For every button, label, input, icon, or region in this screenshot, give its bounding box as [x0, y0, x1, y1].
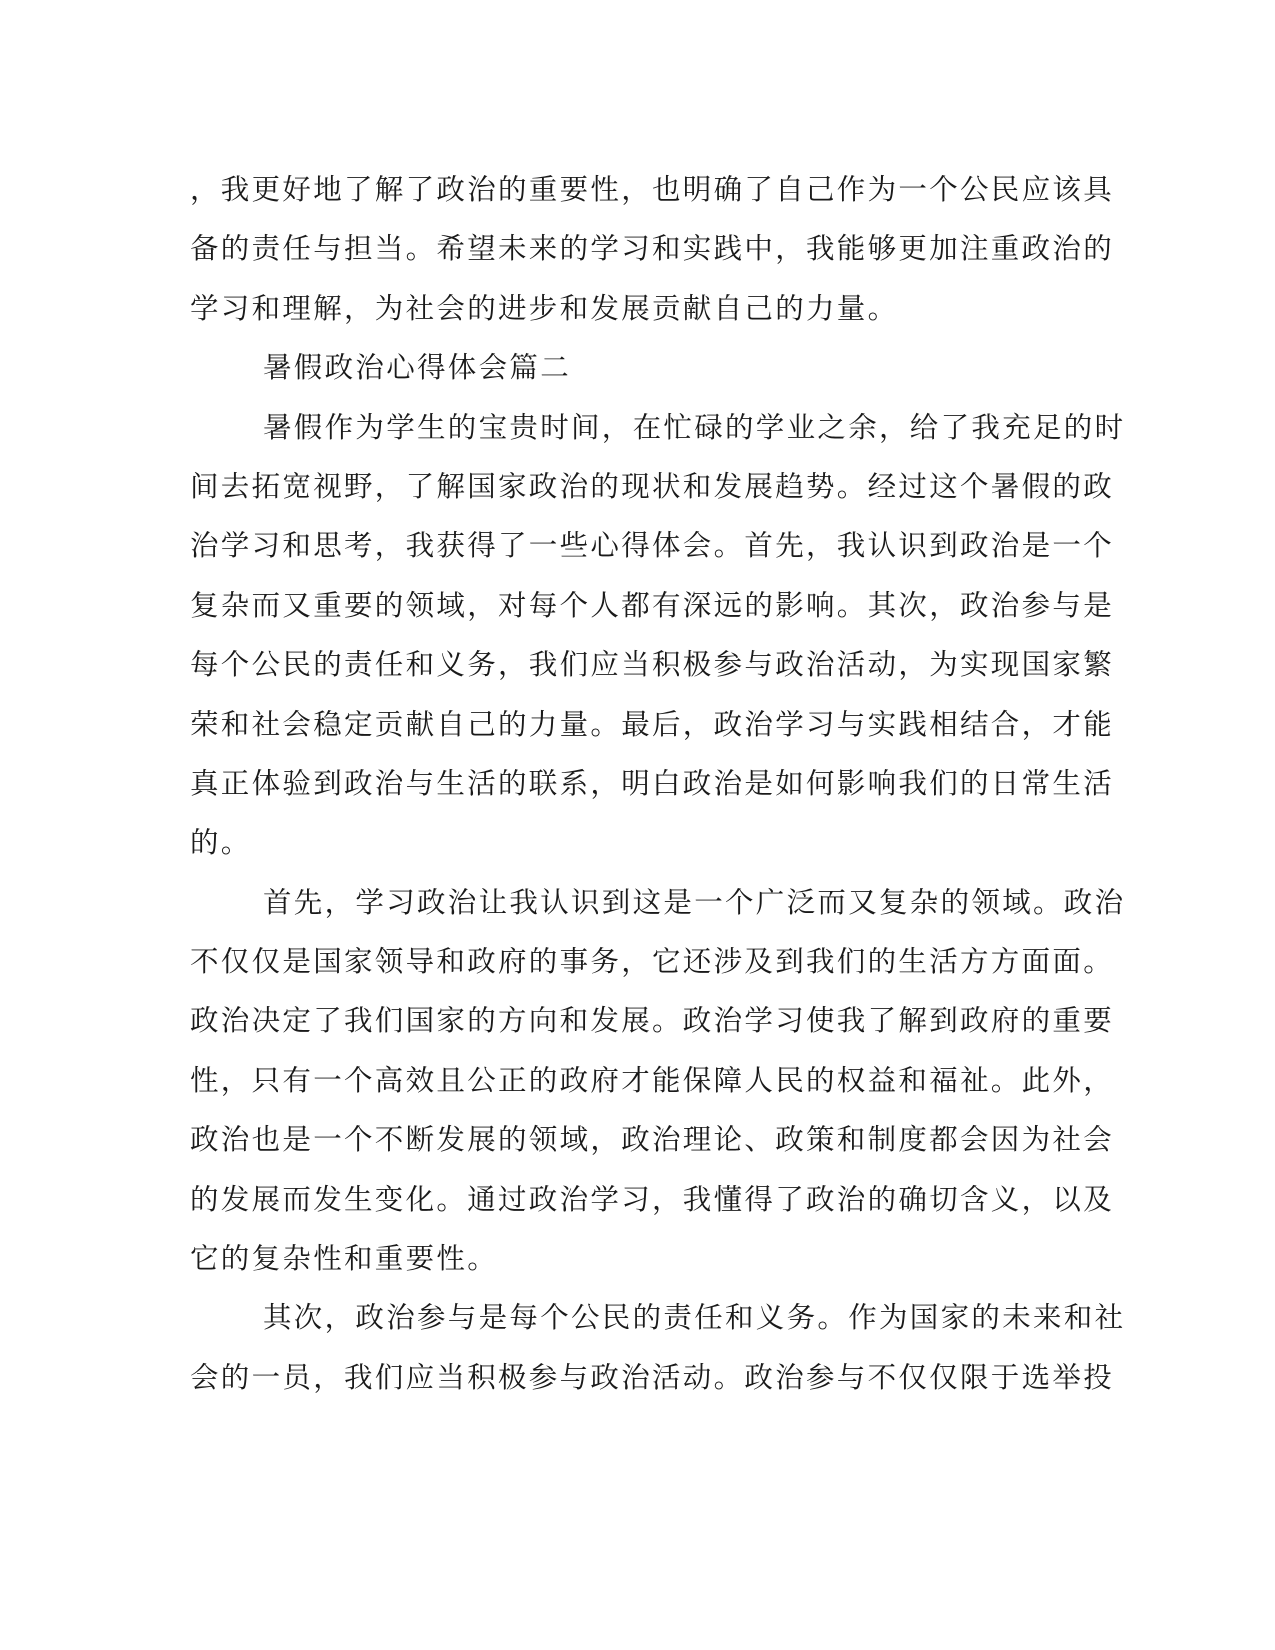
text-line: 会的一员，我们应当积极参与政治活动。政治参与不仅仅限于选举投: [190, 1360, 1115, 1394]
text-line: 政治决定了我们国家的方向和发展。政治学习使我了解到政府的重要: [190, 1004, 1115, 1038]
text-line: 荣和社会稳定贡献自己的力量。最后，政治学习与实践相结合，才能: [190, 707, 1115, 741]
paragraph-2: [190, 873, 1126, 1289]
text-line: 每个公民的责任和义务，我们应当积极参与政治活动，为实现国家繁: [190, 648, 1115, 682]
text-line: 真正体验到政治与生活的联系，明白政治是如何影响我们的日常生活: [190, 766, 1115, 800]
text-line: 的。: [190, 826, 252, 860]
text-line: 其次，政治参与是每个公民的责任和义务。作为国家的未来和社: [263, 1301, 1126, 1335]
text-line: 的发展而发生变化。通过政治学习，我懂得了政治的确切含义，以及: [190, 1182, 1115, 1216]
section-heading: 暑假政治心得体会篇二: [263, 351, 572, 385]
text-line: 复杂而又重要的领域，对每个人都有深远的影响。其次，政治参与是: [190, 588, 1115, 622]
text-line: 政治也是一个不断发展的领域，政治理论、政策和制度都会因为社会: [190, 1123, 1115, 1157]
text-line: 性，只有一个高效且公正的政府才能保障人民的权益和福祉。此外，: [190, 1063, 1115, 1097]
text-line: 暑假作为学生的宝贵时间，在忙碌的学业之余，给了我充足的时: [263, 410, 1126, 444]
text-line: 备的责任与担当。希望未来的学习和实践中，我能够更加注重政治的: [190, 232, 1115, 266]
text-line: 它的复杂性和重要性。: [190, 1242, 499, 1276]
paragraph-3: [190, 1288, 1126, 1407]
paragraph-1: [190, 398, 1126, 873]
text-line: ，我更好地了解了政治的重要性，也明确了自己作为一个公民应该具: [190, 173, 1115, 206]
text-line: 不仅仅是国家领导和政府的事务，它还涉及到我们的生活方方面面。: [190, 945, 1115, 979]
text-line: 间去拓宽视野，了解国家政治的现状和发展趋势。经过这个暑假的政: [190, 469, 1115, 503]
document-body: [190, 160, 1126, 1407]
text-line: 首先，学习政治让我认识到这是一个广泛而又复杂的领域。政治: [263, 885, 1126, 919]
paragraph-continued: [190, 160, 1115, 338]
text-line: 治学习和思考，我获得了一些心得体会。首先，我认识到政治是一个: [190, 529, 1115, 563]
text-line: 学习和理解，为社会的进步和发展贡献自己的力量。: [190, 291, 899, 325]
